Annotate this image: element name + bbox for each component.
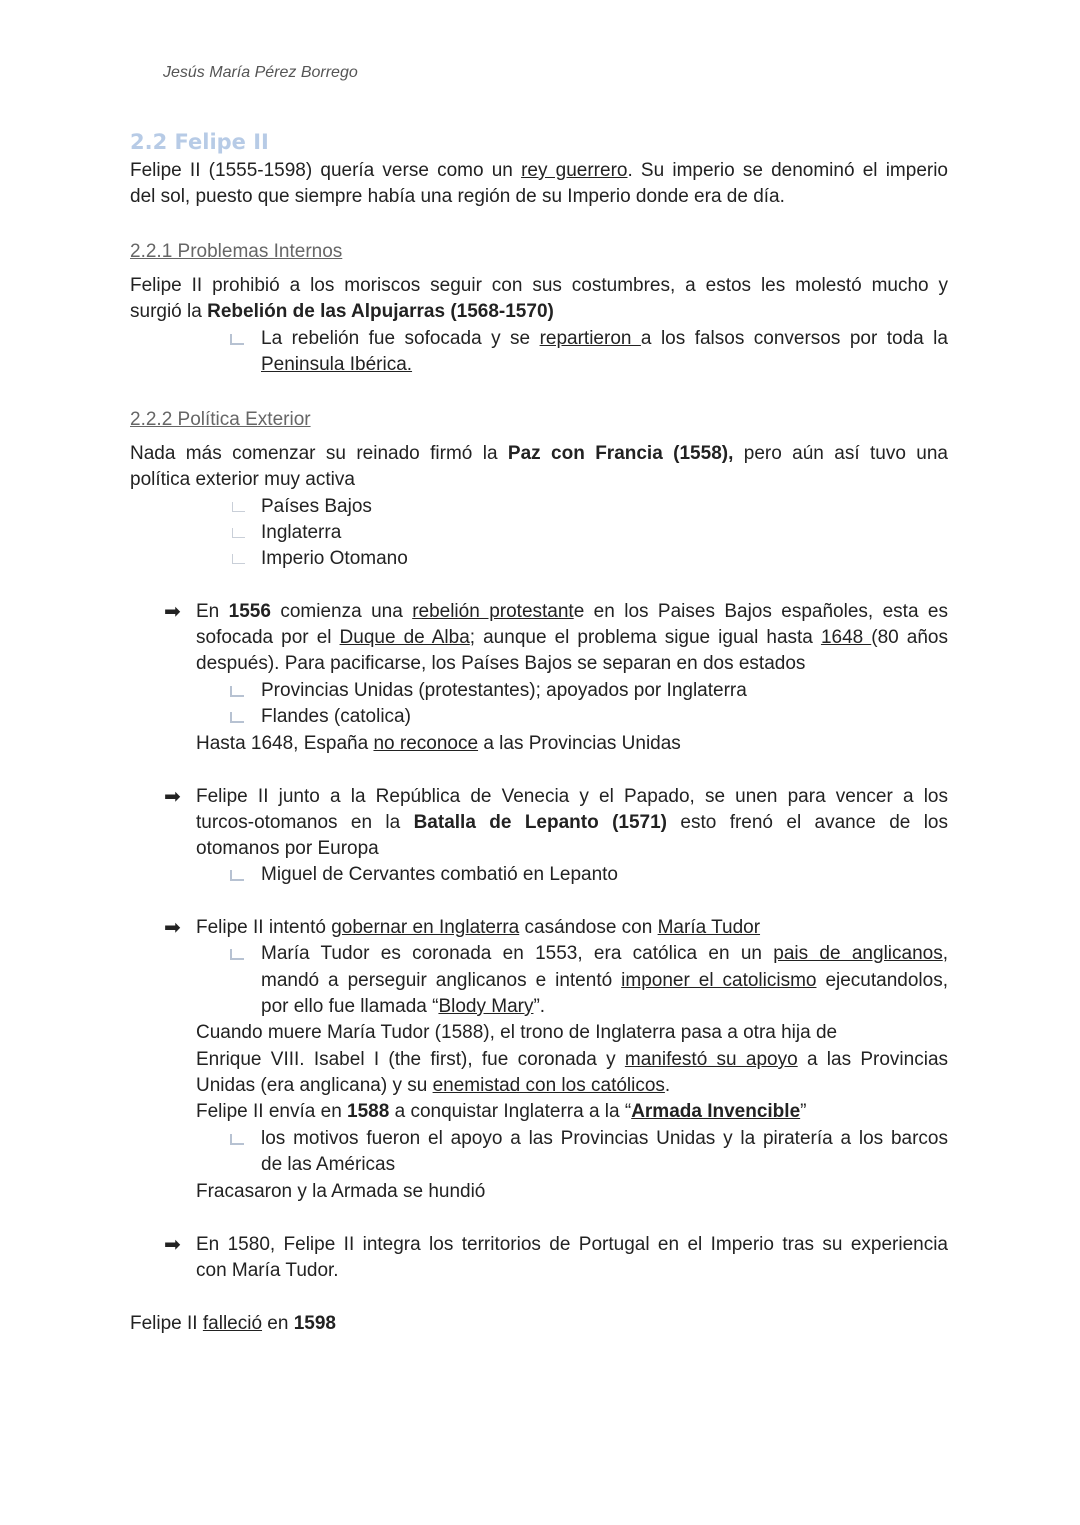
subsection-title-politica: 2.2.2 Política Exterior <box>130 409 311 430</box>
p3-line-6: Fracasaron y la Armada se hundió <box>196 1181 486 1202</box>
sub-bullet-icon <box>230 686 244 697</box>
text: surgió la <box>130 301 208 322</box>
arrow-bullet-icon: ➡ <box>164 786 181 808</box>
p2-line-3: otomanos por Europa <box>196 838 379 859</box>
text: ” <box>800 1101 807 1122</box>
text: (80 años <box>871 627 948 648</box>
underlined-text: rebelión protestant <box>412 601 574 622</box>
sub-bullet-icon <box>230 949 244 960</box>
p2-line-2 <box>196 812 948 834</box>
bold-text: 1556 <box>228 601 271 622</box>
bold-text: Batalla de Lepanto (1571) <box>413 812 668 833</box>
text: por ello fue llamada “ <box>261 996 439 1017</box>
sub-bullet-icon <box>232 528 245 538</box>
bold-text: Rebelión de las Alpujarras (1568-1570) <box>207 301 554 322</box>
text: pero aún así tuvo una <box>733 443 948 464</box>
arrow-bullet-icon: ➡ <box>164 917 181 939</box>
sub-bullet-icon <box>230 334 244 345</box>
underlined-text: Duque de Alba <box>339 627 470 648</box>
underlined-text: no reconoce <box>373 733 479 754</box>
p3-line-4 <box>196 1075 670 1097</box>
sub-bullet-icon <box>232 554 245 564</box>
p3-sub1-line-1 <box>261 943 948 965</box>
bold-text: 1598 <box>293 1313 337 1334</box>
text: en <box>262 1313 294 1334</box>
closing-line <box>130 1313 336 1335</box>
p1-sub-item-2: Flandes (catolica) <box>261 706 411 727</box>
text: . <box>664 1075 671 1096</box>
sub1-line-1: Felipe II prohibió a los moriscos seguir con sus costumbres, a estos les molestó mucho y <box>130 275 948 296</box>
text: Felipe II intentó <box>196 917 332 938</box>
text: Felipe II <box>130 1313 203 1334</box>
sub1-line-2 <box>130 301 554 323</box>
underlined-text: enemistad con los católicos <box>432 1075 665 1096</box>
intro-line-2: del sol, puesto que siempre había una región de su Imperio donde era de día. <box>130 186 785 207</box>
underlined-text: imponer el catolicismo <box>621 970 817 991</box>
sub2-line-2: política exterior muy activa <box>130 469 355 490</box>
text: En <box>196 601 229 622</box>
bold-text: Paz con Francia (1558), <box>507 443 734 464</box>
text: ; aunque el problema sigue igual hasta <box>469 627 821 648</box>
p4-line-2: con María Tudor. <box>196 1260 339 1281</box>
p1-line-3: después). Para pacificarse, los Países Bajos se separan en dos estados <box>196 653 806 674</box>
text: Felipe II envía en <box>196 1101 348 1122</box>
p1-sub-item-1: Provincias Unidas (protestantes); apoyados por Inglaterra <box>261 680 747 701</box>
sub-bullet-icon <box>230 1134 244 1145</box>
text: casándose con <box>519 917 658 938</box>
subsection-title-problemas: 2.2.1 Problemas Internos <box>130 241 343 262</box>
underlined-text: María Tudor <box>657 917 761 938</box>
p2-line-1: Felipe II junto a la República de Venecia y el Papado, se unen para vencer a los <box>196 786 948 807</box>
text: a conquistar Inglaterra a la “ <box>389 1101 632 1122</box>
bold-text: 1588 <box>347 1101 390 1122</box>
text: sofocada por el <box>196 627 340 648</box>
text: comienza una <box>270 601 413 622</box>
text: , <box>942 943 948 964</box>
underlined-text: rey guerrero <box>521 160 628 181</box>
underlined-text: falleció <box>202 1313 263 1334</box>
text: Unidas (era anglicana) y su <box>196 1075 433 1096</box>
p4-line-1: En 1580, Felipe II integra los territorios de Portugal en el Imperio tras su experiencia <box>196 1234 948 1255</box>
text: turcos-otomanos en la <box>196 812 414 833</box>
underlined-text: manifestó su apoyo <box>624 1049 798 1070</box>
sub-bullet-icon <box>230 870 244 881</box>
arrow-bullet-icon: ➡ <box>164 1234 181 1256</box>
p3-line-2: Cuando muere María Tudor (1588), el trono de Inglaterra pasa a otra hija de <box>196 1022 838 1043</box>
sub1-bullet-line-1 <box>261 328 948 350</box>
arrow-bullet-icon: ➡ <box>164 601 181 623</box>
text: ”. <box>533 996 546 1017</box>
sub1-bullet-line-2: Peninsula Ibérica. <box>261 354 413 375</box>
author-name: Jesús María Pérez Borrego <box>163 64 358 81</box>
underlined-text: gobernar en Inglaterra <box>331 917 520 938</box>
p1-line-2 <box>196 627 948 649</box>
text: María Tudor es coronada en 1553, era católica en un <box>261 943 774 964</box>
text: Nada más comenzar su reinado firmó la <box>130 443 508 464</box>
p3-line-1 <box>196 917 760 939</box>
section-title: 2.2 Felipe II <box>130 130 269 154</box>
underlined-text: pais de anglicanos <box>773 943 943 964</box>
p3-sub2-line-2: de las Américas <box>261 1154 396 1175</box>
list-item: Países Bajos <box>261 496 372 517</box>
intro-line-1 <box>130 160 948 182</box>
text: . Su imperio se denominó el imperio <box>627 160 948 181</box>
list-item: Imperio Otomano <box>261 548 408 569</box>
text: a las Provincias Unidas <box>478 733 681 754</box>
text: Felipe II (1555-1598) quería verse como un <box>130 160 522 181</box>
list-item: Inglaterra <box>261 522 342 543</box>
underlined-text: Blody Mary <box>438 996 534 1017</box>
text: ejecutandolos, <box>816 970 948 991</box>
underlined-text: repartieron <box>539 328 641 349</box>
p2-sub-item: Miguel de Cervantes combatió en Lepanto <box>261 864 619 885</box>
p1-line-4 <box>196 733 681 755</box>
sub2-line-1 <box>130 443 948 465</box>
text: a los falsos conversos por toda la <box>640 328 948 349</box>
text: mandó a perseguir anglicanos e intentó <box>261 970 622 991</box>
text: La rebelión fue sofocada y se <box>261 328 540 349</box>
p3-sub1-line-3 <box>261 996 545 1018</box>
p3-sub2-line-1: los motivos fueron el apoyo a las Provincias Unidas y la piratería a los barcos <box>261 1128 948 1149</box>
text: Hasta 1648, España <box>196 733 374 754</box>
p3-line-3 <box>196 1049 948 1071</box>
text: Enrique VIII. Isabel I (the first), fue coronada y <box>196 1049 625 1070</box>
bold-underlined-text: Armada Invencible <box>631 1101 801 1122</box>
underlined-text: 1648 <box>820 627 872 648</box>
text: a las Provincias <box>797 1049 949 1070</box>
p3-line-5 <box>196 1101 806 1123</box>
sub-bullet-icon <box>230 712 244 723</box>
sub-bullet-icon <box>232 502 245 512</box>
text: esto frenó el avance de los <box>667 812 949 833</box>
text: e en los Paises Bajos españoles, esta es <box>573 601 948 622</box>
p1-line-1 <box>196 601 948 623</box>
p3-sub1-line-2 <box>261 970 948 992</box>
